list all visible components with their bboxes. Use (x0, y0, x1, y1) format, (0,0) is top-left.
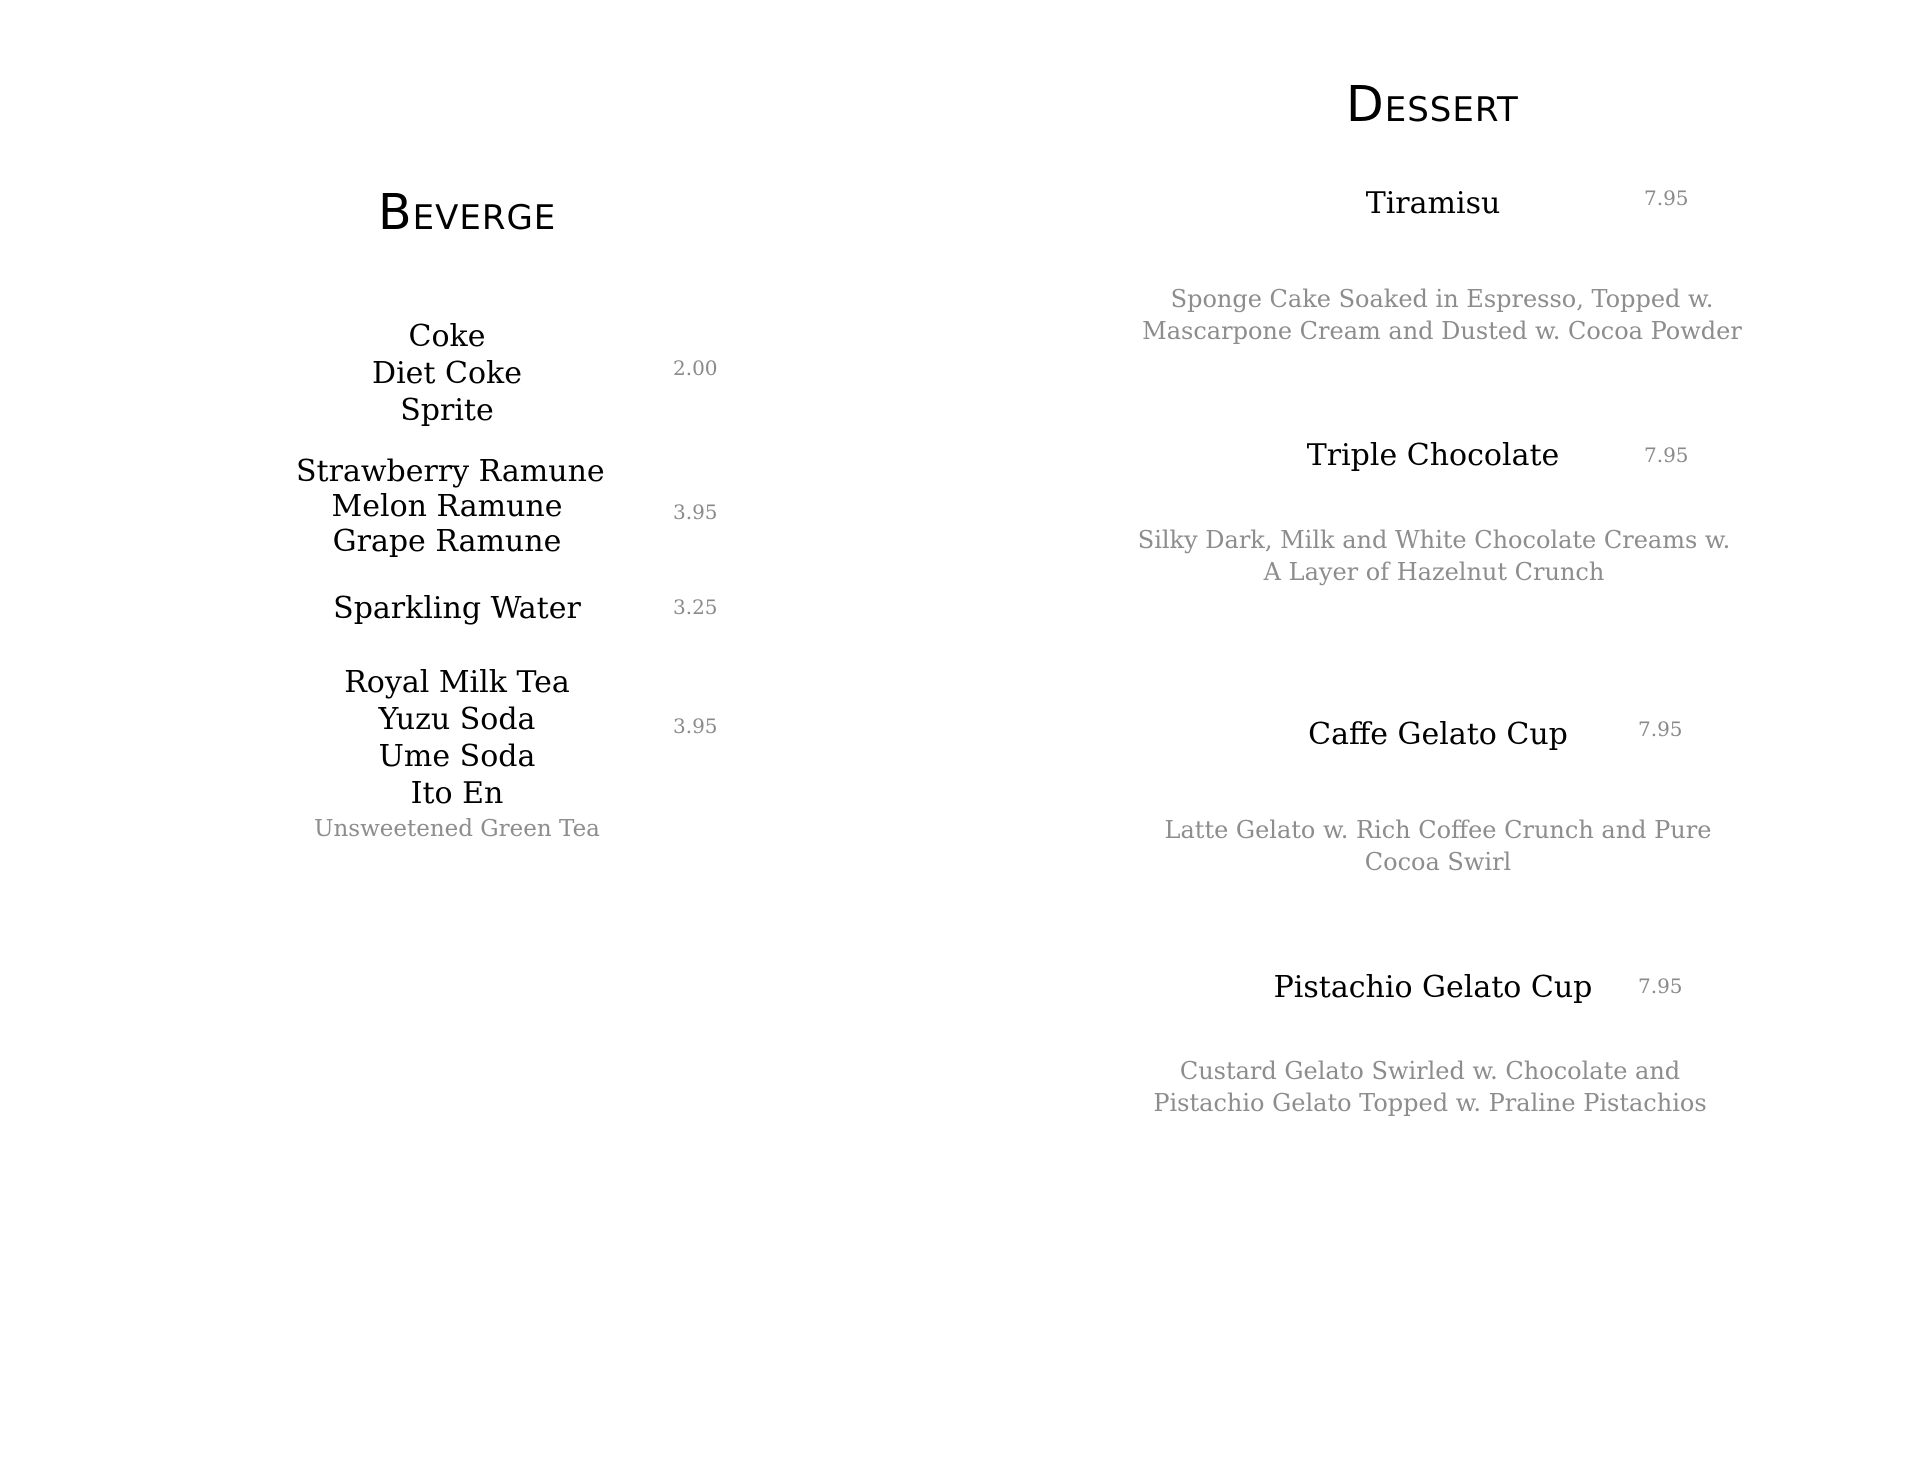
dessert-item-description (1108, 814, 1768, 878)
menu-item-name: Ito En (410, 776, 504, 811)
description-line: A Layer of Hazelnut Crunch (1263, 558, 1605, 586)
menu-item-name: Yuzu Soda (378, 702, 536, 737)
description-line: Sponge Cake Soaked in Espresso, Topped w. (1170, 285, 1714, 313)
beverage-group-ramune-price: 3.95 (673, 500, 718, 524)
beverage-group-tea-price: 3.95 (673, 714, 718, 738)
menu-item-name: Sparkling Water (333, 591, 581, 626)
dessert-item-name: Caffe Gelato Cup (1308, 717, 1568, 752)
menu-item-name: Strawberry Ramune (296, 454, 605, 489)
beverage-group-ramune (296, 454, 605, 559)
beverage-group-water (306, 590, 608, 627)
beverage-group-soda-price: 2.00 (673, 356, 718, 380)
dessert-title: Dessert (1346, 76, 1519, 133)
dessert-item-name: Triple Chocolate (1306, 438, 1560, 473)
beverage-group-soda (296, 318, 598, 429)
dessert-item-description (1104, 524, 1764, 588)
beverage-group-water-price: 3.25 (673, 595, 718, 619)
menu-item-name: Diet Coke (372, 356, 522, 391)
description-line: Custard Gelato Swirled w. Chocolate and (1179, 1057, 1681, 1085)
description-line: Latte Gelato w. Rich Coffee Crunch and Pure (1164, 816, 1712, 844)
menu-item-name: Grape Ramune (332, 524, 562, 559)
dessert-item-price: 7.95 (1638, 974, 1683, 998)
beverage-group-tea (306, 664, 608, 812)
dessert-item-description (1112, 283, 1772, 347)
menu-item-name: Melon Ramune (331, 489, 563, 524)
dessert-item-name: Tiramisu (1365, 186, 1501, 221)
dessert-item-price: 7.95 (1644, 186, 1689, 210)
menu-item-name: Coke (408, 319, 486, 354)
menu-item-name: Royal Milk Tea (344, 665, 570, 700)
dessert-item-name: Pistachio Gelato Cup (1273, 970, 1593, 1005)
description-line: Pistachio Gelato Topped w. Praline Pistachios (1153, 1089, 1707, 1117)
menu-item-name: Sprite (400, 393, 494, 428)
dessert-item-price: 7.95 (1644, 443, 1689, 467)
dessert-item-price: 7.95 (1638, 717, 1683, 741)
dessert-item-description (1100, 1055, 1760, 1119)
beverage-title: Beverge (378, 184, 557, 241)
description-line: Silky Dark, Milk and White Chocolate Creams w. (1137, 526, 1731, 554)
description-line: Mascarpone Cream and Dusted w. Cocoa Powder (1142, 317, 1742, 345)
menu-item-name: Ume Soda (378, 739, 536, 774)
beverage-item-note: Unsweetened Green Tea (314, 816, 600, 842)
description-line: Cocoa Swirl (1364, 848, 1512, 876)
